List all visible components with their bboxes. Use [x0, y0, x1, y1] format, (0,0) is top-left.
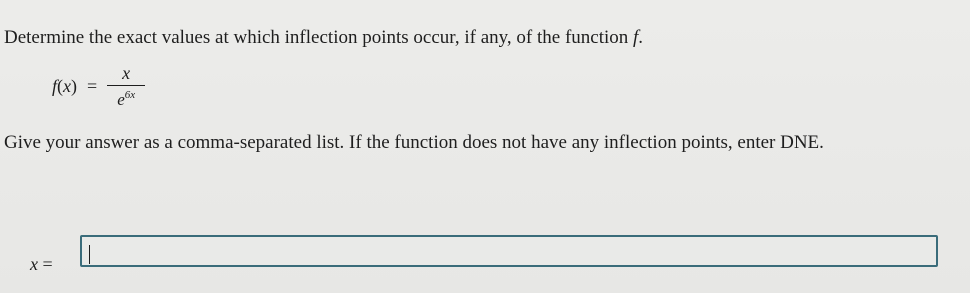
formula-lhs-name: f	[52, 75, 58, 96]
question-text: Determine the exact values at which inflection points occur, if any, of the function	[4, 27, 629, 48]
answer-label-var: x	[30, 254, 38, 274]
function-formula	[52, 64, 145, 108]
denominator-exponent: 6x	[124, 89, 136, 101]
denominator-base: e	[117, 90, 125, 109]
formula-numerator: x	[122, 63, 131, 83]
formula-lhs-close-paren: )	[71, 75, 78, 96]
answer-instructions: Give your answer as a comma-separated list. If the function does not have any inflection points, enter DNE.	[4, 132, 824, 153]
question-prompt	[4, 27, 643, 49]
answer-label-equals: =	[42, 254, 53, 274]
formula-equals: =	[87, 75, 98, 96]
answer-label	[30, 254, 53, 275]
question-period: .	[638, 27, 644, 48]
formula-denominator	[117, 86, 135, 108]
formula-lhs-open-paren: (	[57, 75, 64, 96]
formula-fraction	[107, 64, 145, 108]
answer-input[interactable]	[80, 235, 938, 267]
text-cursor	[89, 245, 90, 264]
function-symbol: f	[633, 27, 639, 48]
formula-lhs-var: x	[63, 75, 72, 96]
formula-lhs	[52, 76, 77, 97]
